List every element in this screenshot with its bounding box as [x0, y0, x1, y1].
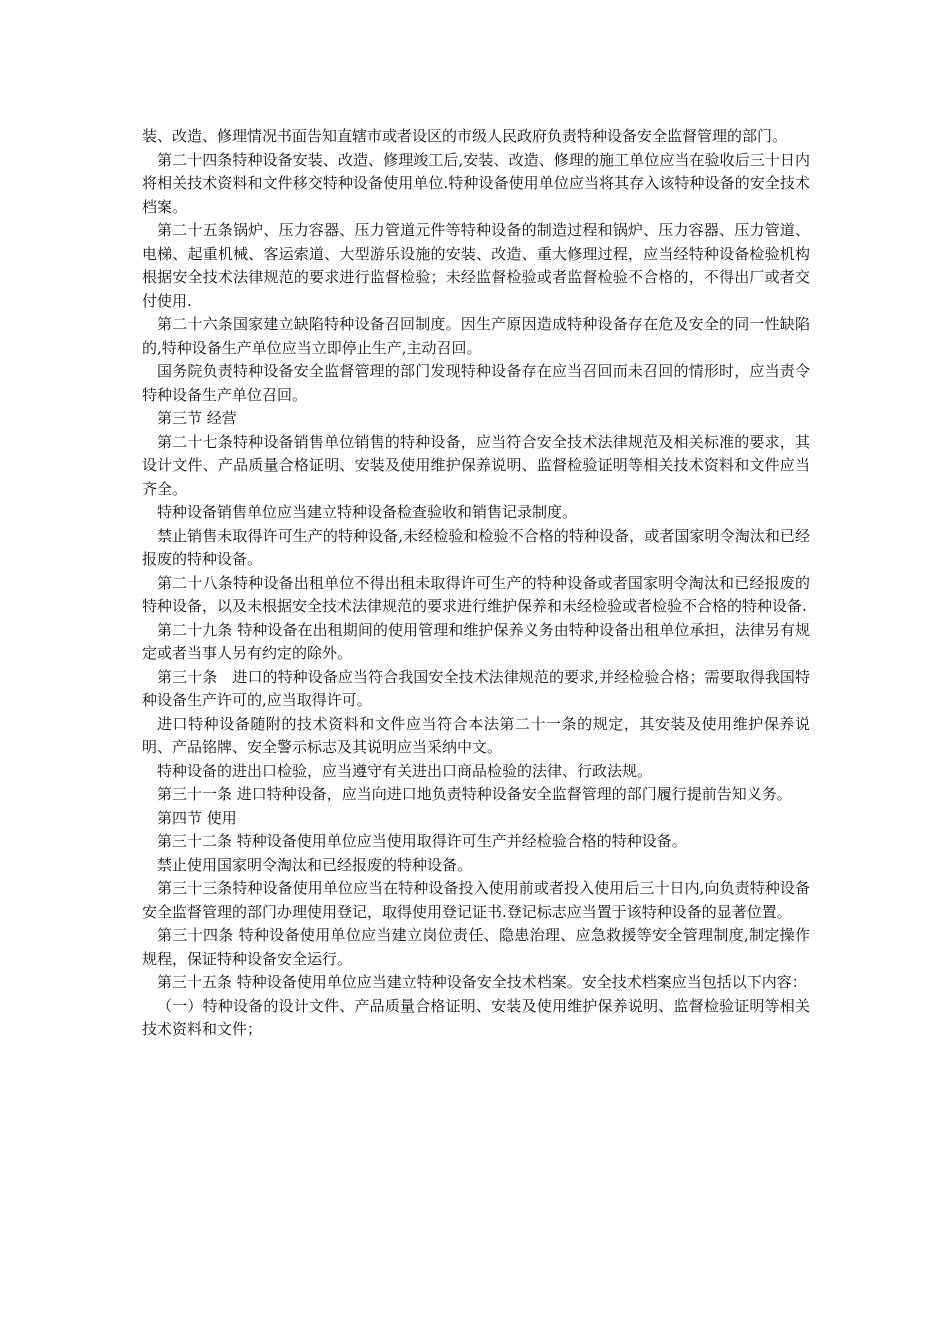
article-29: 第二十九条 特种设备在出租期间的使用管理和维护保养义务由特种设备出租单位承担，法律另有规定或者当事人另有约定的除外。: [142, 620, 810, 662]
article-25: 第二十五条锅炉、压力容器、压力管道元件等特种设备的制造过程和锅炉、压力容器、压力管道、电梯、起重机械、客运索道、大型游乐设施的安装、改造、重大修理过程，应当经特种设备检验机构根据安全技术法律规范的要求进行监督检验；未经监督检验或者监督检验不合格的，不得出厂或者交付使用.: [142, 221, 810, 310]
list-item: （一）特种设备的设计文件、产品质量合格证明、安装及使用维护保养说明、监督检验证明等相关技术资料和文件；: [142, 996, 810, 1038]
paragraph: 特种设备销售单位应当建立特种设备检查验收和销售记录制度。: [157, 503, 578, 521]
article-33: 第三十三条特种设备使用单位应当在特种设备投入使用前或者投入使用后三十日内,向负责特种设备安全监督管理的部门办理使用登记，取得使用登记证书.登记标志应当置于该特种设备的显著位置。: [142, 879, 810, 921]
article-31: 第三十一条 进口特种设备，应当向进口地负责特种设备安全监督管理的部门履行提前告知义务。: [157, 785, 792, 803]
article-28: 第二十八条特种设备出租单位不得出租未取得许可生产的特种设备或者国家明令淘汰和已经报废的特种设备，以及未根据安全技术法律规范的要求进行维护保养和未经检验或者检验不合格的特种设备.: [142, 573, 810, 615]
article-24: 第二十四条特种设备安装、改造、修理竣工后,安装、改造、修理的施工单位应当在验收后三十日内将相关技术资料和文件移交特种设备使用单位.特种设备使用单位应当将其存入该特种设备的安全技术档案。: [142, 150, 810, 216]
paragraph: 装、改造、修理情况书面告知直辖市或者设区的市级人民政府负责特种设备安全监督管理的部门。: [142, 127, 788, 145]
section-heading-4: 第四节 使用: [157, 808, 237, 827]
article-32: 第三十二条 特种设备使用单位应当使用取得许可生产并经检验合格的特种设备。: [157, 832, 687, 850]
paragraph: 禁止销售未取得许可生产的特种设备,未经检验和检验不合格的特种设备，或者国家明令淘汰和已经报废的特种设备。: [142, 526, 810, 568]
paragraph: 禁止使用国家明令淘汰和已经报废的特种设备。: [157, 855, 473, 874]
paragraph: 特种设备的进出口检验，应当遵守有关进出口商品检验的法律、行政法规。: [157, 761, 653, 780]
document-page: [142, 125, 810, 1042]
article-34: 第三十四条 特种设备使用单位应当建立岗位责任、隐患治理、应急救援等安全管理制度,制定操作规程，保证特种设备安全运行。: [142, 926, 810, 968]
article-30: 第三十条 进口的特种设备应当符合我国安全技术法律规范的要求,并经检验合格；需要取得我国特种设备生产许可的,应当取得许可。: [142, 667, 810, 709]
paragraph: 国务院负责特种设备安全监督管理的部门发现特种设备存在应当召回而未召回的情形时，应当责令特种设备生产单位召回。: [142, 362, 810, 404]
paragraph: 进口特种设备随附的技术资料和文件应当符合本法第二十一条的规定，其安装及使用维护保养说明、产品铭牌、安全警示标志及其说明应当采纳中文。: [142, 714, 810, 756]
article-27: 第二十七条特种设备销售单位销售的特种设备，应当符合安全技术法律规范及相关标准的要求，其设计文件、产品质量合格证明、安装及使用维护保养说明、监督检验证明等相关技术资料和文件应当齐全。: [142, 432, 810, 498]
article-26: 第二十六条国家建立缺陷特种设备召回制度。因生产原因造成特种设备存在危及安全的同一性缺陷的,特种设备生产单位应当立即停止生产,主动召回。: [142, 315, 810, 357]
article-35: 第三十五条 特种设备使用单位应当建立特种设备安全技术档案。安全技术档案应当包括以下内容：: [157, 973, 807, 991]
section-heading-3: 第三节 经营: [157, 409, 237, 427]
